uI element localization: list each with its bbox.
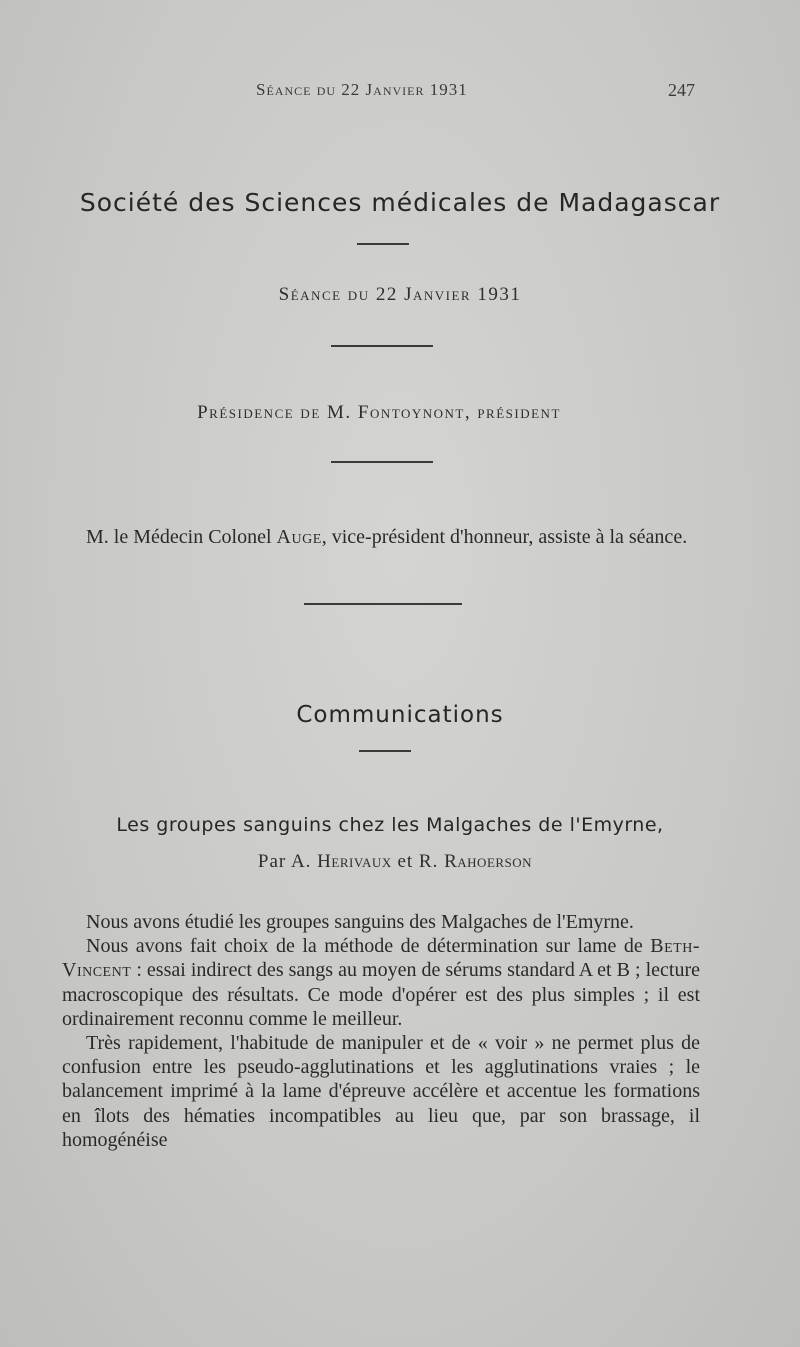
attendance-paragraph [62,525,700,549]
article-byline [0,851,790,873]
article-body [62,910,700,1152]
divider-rule [331,345,433,347]
byline-prefix: Par A. [257,851,318,872]
byline-author-2: Rahoerson [444,851,533,872]
body-paragraph-1: Nous avons étudié les groupes sanguins des Malgaches de l'Emyrne. [86,911,634,933]
divider-rule [357,243,409,245]
divider-rule [359,750,411,752]
body-paragraph-2 [62,934,700,1031]
running-head [0,80,800,104]
attendance-text-before: M. le Médecin Colonel [86,526,277,548]
p2-text-before: Nous avons fait choix de la méthode de détermination sur lame de [86,935,651,958]
byline-between: et R. [391,851,445,872]
attendance-text-after: , vice-président d'honneur, assiste à la séance. [321,526,688,548]
divider-rule [331,461,433,463]
running-title: Séance du 22 Janvier 1931 [256,80,468,99]
presidency-line: Présidence de M. Fontoynont, président [197,402,561,423]
byline-author-1: Herivaux [317,851,392,872]
session-heading: Séance du 22 Janvier 1931 [278,284,522,305]
article-title: Les groupes sanguins chez les Malgaches de l'Emyrne, [116,814,664,836]
attendance-name: Auge [276,526,322,548]
society-title: Société des Sciences médicales de Madagascar [79,188,721,217]
divider-rule [304,603,462,605]
section-title: Communications [296,702,504,728]
p2-method-name: Beth-Vincent [62,935,700,982]
p2-text-after: : essai indirect des sangs au moyen de sérums standard A et B ; lecture macroscopique des résultats. Ce mode d'opérer est des plus simples ; il est ordinairement reconnu comme le meilleur. [62,959,700,1030]
body-paragraph-3: Très rapidement, l'habitude de manipuler et de « voir » ne permet plus de confusion entre les pseudo-agglutinations et les agglutinations vraies ; le balancement imprimé à la lame d'épreuve accélère et accentue les formations en îlots des hématies incompatibles au lieu que, par son brassage, il homogénéise [62,1032,700,1151]
page-number: 247 [668,80,695,100]
